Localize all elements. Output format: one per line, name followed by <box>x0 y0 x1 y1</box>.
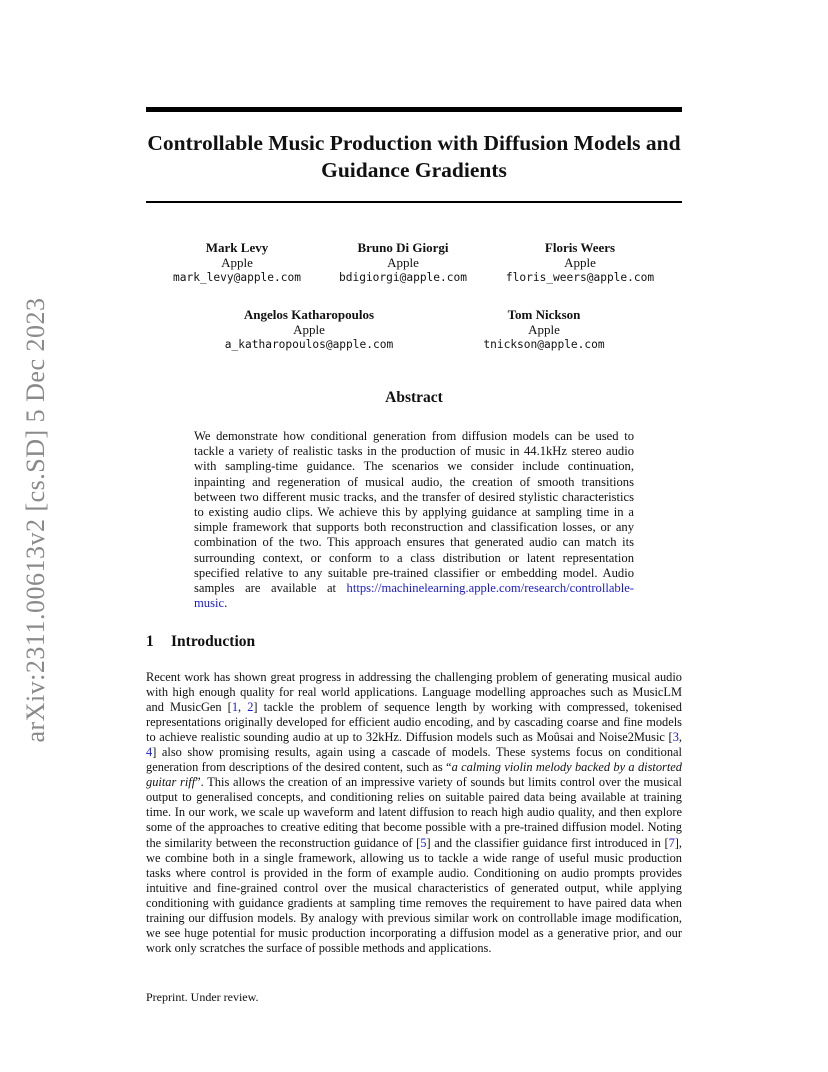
citation-link[interactable]: 7 <box>668 835 675 850</box>
author-affiliation: Apple <box>564 255 596 270</box>
paper-title: Controllable Music Production with Diffusion Models and Guidance Gradients <box>147 131 681 182</box>
arxiv-identifier: arXiv:2311.00613v2 [cs.SD] 5 Dec 2023 <box>21 297 50 743</box>
author-affiliation: Apple <box>528 322 560 337</box>
author-affiliation: Apple <box>221 255 253 270</box>
citation-link[interactable]: 5 <box>420 835 427 850</box>
title-bottom-rule <box>146 201 682 203</box>
abstract-heading: Abstract <box>385 389 443 406</box>
author-block <box>470 240 690 285</box>
intro-paragraph <box>146 670 682 956</box>
citation-link[interactable]: 4 <box>146 745 153 760</box>
citation-link[interactable]: 3 <box>672 730 679 745</box>
intro-text: ] tackle the problem of sequence length by working with compressed, tokenised representations originally developed for efficient audio encoding, and by cascading coarse and fine models to achieve realistic sounding audio at up to 32kHz. Diffusion models such as Moûsai and Noise2Music [ <box>146 700 682 745</box>
abstract-end: . <box>224 596 228 611</box>
author-affiliation: Apple <box>387 255 419 270</box>
intro-text: Recent work has shown great progress in addressing the challenging problem of generating musical audio with high enough quality for real world applications. Language modelling approaches such as MusicLM and MusicGen [ <box>146 670 682 715</box>
footer-note: Preprint. Under review. <box>146 990 259 1004</box>
title-top-rule <box>146 107 682 112</box>
section-number: 1 <box>146 633 154 650</box>
author-email[interactable]: floris_weers@apple.com <box>505 271 655 284</box>
author-block <box>199 307 419 352</box>
section-heading <box>146 633 255 651</box>
intro-text: ] and the classifier guidance first introduced in [ <box>426 835 669 850</box>
author-email[interactable]: tnickson@apple.com <box>483 338 605 351</box>
samples-link[interactable]: https://machinelearning.apple.com/research/controllable-music <box>194 581 634 611</box>
author-block <box>434 307 654 352</box>
quoted-example: a calming violin melody backed by a distorted guitar riff <box>146 760 683 790</box>
author-email[interactable]: bdigiorgi@apple.com <box>339 271 467 284</box>
intro-text: ”. This allows the creation of an impressive variety of sounds but limits control over the musical output to generalised concepts, and conditioning relies on suitable paired data being available at training time. In our work, we scale up waveform and latent diffusion to reach high audio quality, and then explore some of the approaches to creative editing that become possible with a pre-trained diffusion model. Noting the similarity between the reconstruction guidance of [ <box>146 775 682 850</box>
intro-text: ], we combine both in a single framework, allowing us to tackle a wide range of useful music production tasks where control is provided in the form of example audio. Conditioning on audio prompts provides intuitive and fine-grained control over the musical characteristics of generated output, while applying conditioning with guidance gradients at sampling time removes the requirement to have paired data when training our diffusion models. By analogy with previous similar work on controllable image modification, we see huge potential for music production incorporating a diffusion model as a generative prior, and our work only scratches the surface of possible methods and applications. <box>146 835 683 955</box>
abstract-body: We demonstrate how conditional generation from diffusion models can be used to tackle a variety of realistic tasks in the production of music in 44.1kHz stereo audio with sampling-time guidance. The scenarios we consider include continuation, inpainting and regeneration of musical audio, the creation of smooth transitions between two different music tracks, and the transfer of desired stylistic characteristics to existing audio clips. We achieve this by applying guidance at sampling time in a simple framework that supports both reconstruction and classification losses, or any combination of the two. This approach ensures that generated audio can match its surrounding context, or conform to a class distribution or latent representation specified relative to any suitable pre-trained classifier or embedding model. Audio samples are available at <box>194 429 634 596</box>
abstract-text <box>194 429 634 611</box>
intro-text: , <box>678 730 682 745</box>
author-name: Mark Levy <box>205 240 269 255</box>
author-name: Tom Nickson <box>507 307 581 322</box>
author-affiliation: Apple <box>293 322 325 337</box>
citation-link[interactable]: 2 <box>247 700 254 715</box>
author-name: Bruno Di Giorgi <box>357 240 449 255</box>
intro-text: , <box>238 700 248 715</box>
author-email[interactable]: mark_levy@apple.com <box>173 271 301 284</box>
author-email[interactable]: a_katharopoulos@apple.com <box>224 338 394 351</box>
section-title: Introduction <box>171 633 256 650</box>
author-name: Floris Weers <box>544 240 616 255</box>
citation-link[interactable]: 1 <box>231 700 239 715</box>
intro-text: ] also show promising results, again using a cascade of models. These systems focus on conditional generation from descriptions of the desired content, such as “ <box>146 745 682 775</box>
author-name: Angelos Katharopoulos <box>243 307 375 322</box>
